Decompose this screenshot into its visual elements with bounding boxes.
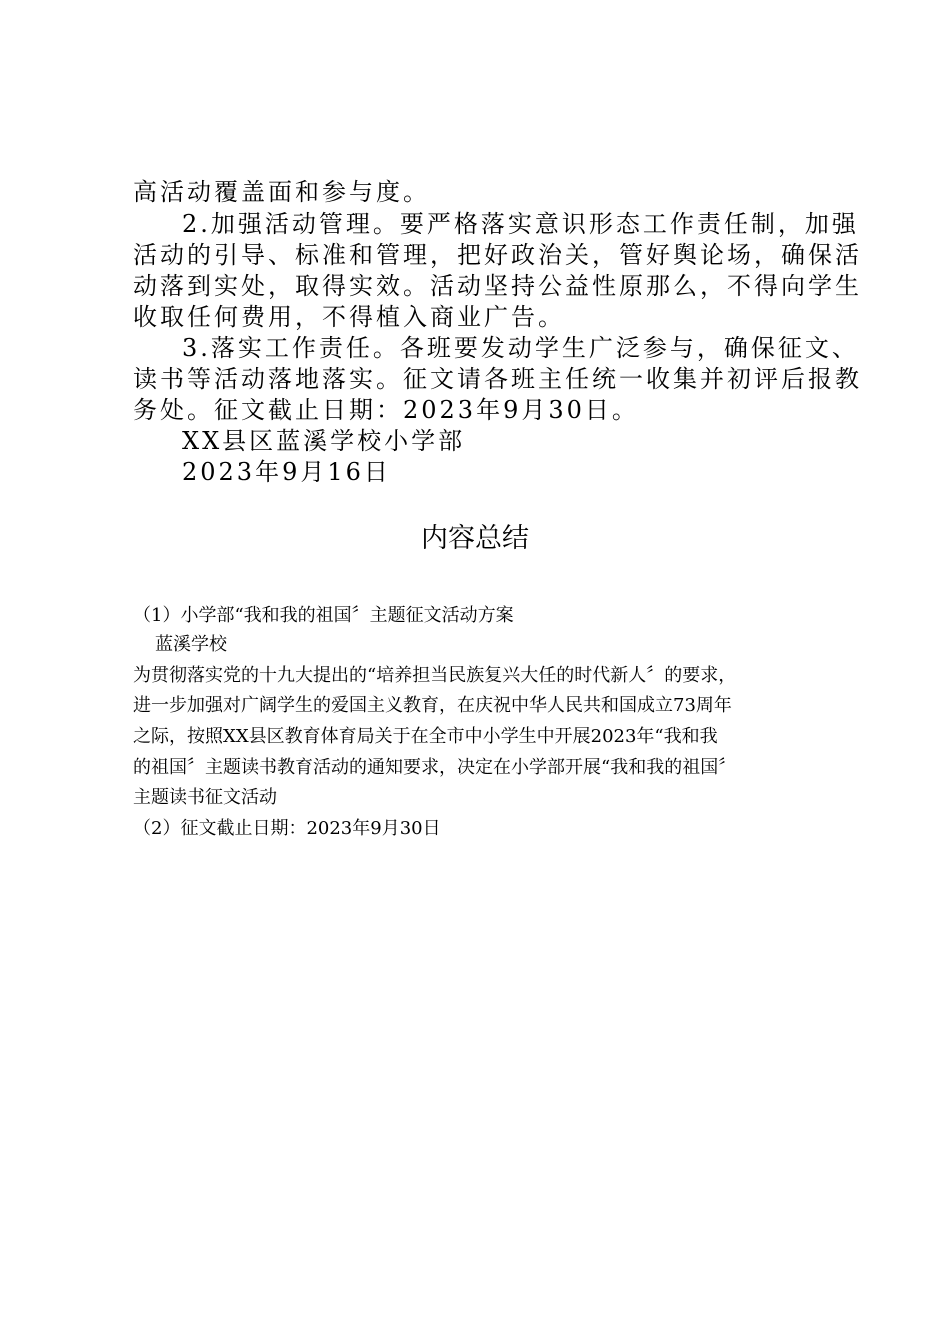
summary-title: 内容总结: [421, 523, 529, 554]
body-line-1: 高活动覆盖面和参与度。: [133, 178, 430, 206]
body-line-7: 读书等活动落地落实。征文请各班主任统一收集并初评后报教: [133, 365, 862, 393]
body-line-6: 3.落实工作责任。各班要发动学生广泛参与，确保征文、: [182, 334, 859, 362]
summary-line-1: （1）小学部“我和我的祖国〞主题征文活动方案: [133, 605, 514, 626]
body-line-4: 动落到实处，取得实效。活动坚持公益性原那么，不得向学生: [133, 272, 862, 300]
summary-line-6: 的祖国〞主题读书教育活动的通知要求，决定在小学部开展“我和我的祖国〞: [133, 757, 737, 778]
body-line-3: 活动的引导、标准和管理，把好政治关，管好舆论场，确保活: [133, 241, 862, 269]
signature-date: 2023年9月16日: [182, 458, 391, 486]
signature-school: XX县区蓝溪学校小学部: [182, 427, 466, 455]
summary-line-7: 主题读书征文活动: [133, 787, 277, 808]
summary-line-4: 进一步加强对广阔学生的爱国主义教育，在庆祝中华人民共和国成立73周年: [133, 695, 732, 716]
summary-line-2: 蓝溪学校: [155, 634, 227, 655]
body-line-2: 2.加强活动管理。要严格落实意识形态工作责任制，加强: [182, 210, 859, 238]
body-line-5: 收取任何费用，不得植入商业广告。: [133, 303, 565, 331]
summary-line-3: 为贯彻落实党的十九大提出的“培养担当民族复兴大任的时代新人〞的要求，: [133, 665, 737, 686]
summary-line-5: 之际，按照XX县区教育体育局关于在全市中小学生中开展2023年“我和我: [133, 726, 718, 747]
summary-line-8: （2）征文截止日期：2023年9月30日: [133, 818, 441, 839]
body-line-8: 务处。征文截止日期：2023年9月30日。: [133, 396, 639, 424]
